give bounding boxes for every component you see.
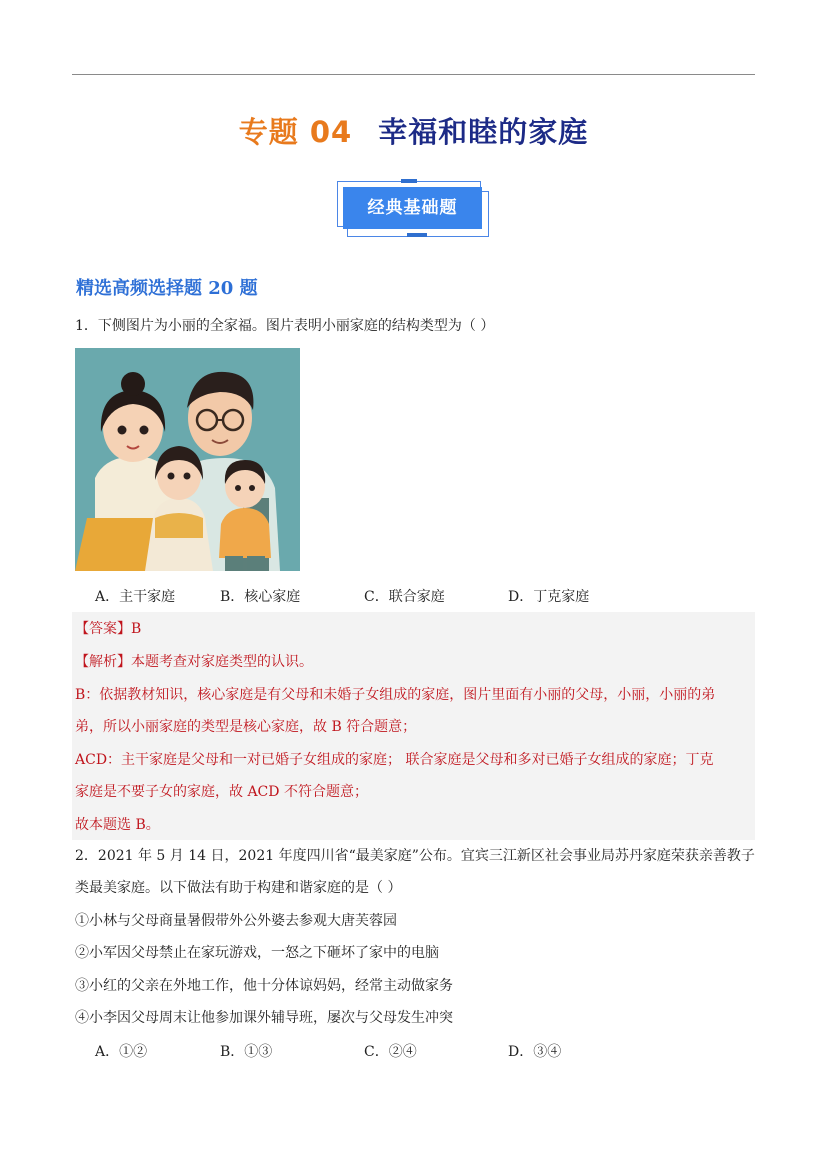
q2-option-c: C．②④ xyxy=(364,1044,417,1060)
q2-option-b: B．①③ xyxy=(220,1044,273,1060)
family-illustration xyxy=(75,348,300,571)
question-2-stem: 类最美家庭。以下做法有助于构建和谐家庭的是（ ） xyxy=(75,880,402,896)
q1-analysis-line: 家庭是不要子女的家庭，故 ACD 不符合题意； xyxy=(75,784,368,800)
q1-option-b: B．核心家庭 xyxy=(220,589,301,605)
question-2-stem: 2．2021 年 5 月 14 日，2021 年度四川省“最美家庭”公布。宜宾三江新区社会事业局苏丹家庭荣获亲善教子 xyxy=(75,848,755,864)
q1-analysis-title: 【解析】本题考查对家庭类型的认识。 xyxy=(75,654,313,670)
question-1-stem: 1．下侧图片为小丽的全家福。图片表明小丽家庭的结构类型为（ ） xyxy=(75,318,495,334)
q2-item: ①小林与父母商量暑假带外公外婆去参观大唐芙蓉园 xyxy=(75,913,397,929)
difficulty-badge xyxy=(337,181,489,237)
badge-label: 经典基础题 xyxy=(343,187,482,229)
title-name: 幸福和睦的家庭 xyxy=(378,115,589,149)
q1-option-a: A．主干家庭 xyxy=(95,589,176,605)
q2-option-a: A．①② xyxy=(95,1044,148,1060)
header-rule xyxy=(72,74,755,75)
section-title: 精选高频选择题 20 题 xyxy=(76,278,258,299)
q1-answer: 【答案】B xyxy=(75,621,142,637)
page-title xyxy=(0,110,827,151)
family-photo xyxy=(75,348,300,571)
badge-accent xyxy=(401,179,417,183)
q1-analysis-line: ACD：主干家庭是父母和一对已婚子女组成的家庭； 联合家庭是父母和多对已婚子女组成的家庭；丁克 xyxy=(75,752,714,768)
q2-item: ②小军因父母禁止在家玩游戏，一怒之下砸坏了家中的电脑 xyxy=(75,945,439,961)
q2-option-d: D．③④ xyxy=(508,1044,562,1060)
q1-analysis-line: 故本题选 B。 xyxy=(75,817,160,833)
q2-item: ③小红的父亲在外地工作，他十分体谅妈妈，经常主动做家务 xyxy=(75,978,453,994)
badge-accent xyxy=(407,233,427,237)
q1-option-c: C．联合家庭 xyxy=(364,589,445,605)
q2-item: ④小李因父母周末让他参加课外辅导班，屡次与父母发生冲突 xyxy=(75,1010,453,1026)
q1-option-d: D．丁克家庭 xyxy=(508,589,590,605)
q1-analysis-line: 弟，所以小丽家庭的类型是核心家庭，故 B 符合题意； xyxy=(75,719,417,735)
q1-analysis-line: B：依据教材知识，核心家庭是有父母和未婚子女组成的家庭，图片里面有小丽的父母，小丽，小丽的弟 xyxy=(75,687,716,703)
title-number: 专题 04 xyxy=(238,115,353,149)
